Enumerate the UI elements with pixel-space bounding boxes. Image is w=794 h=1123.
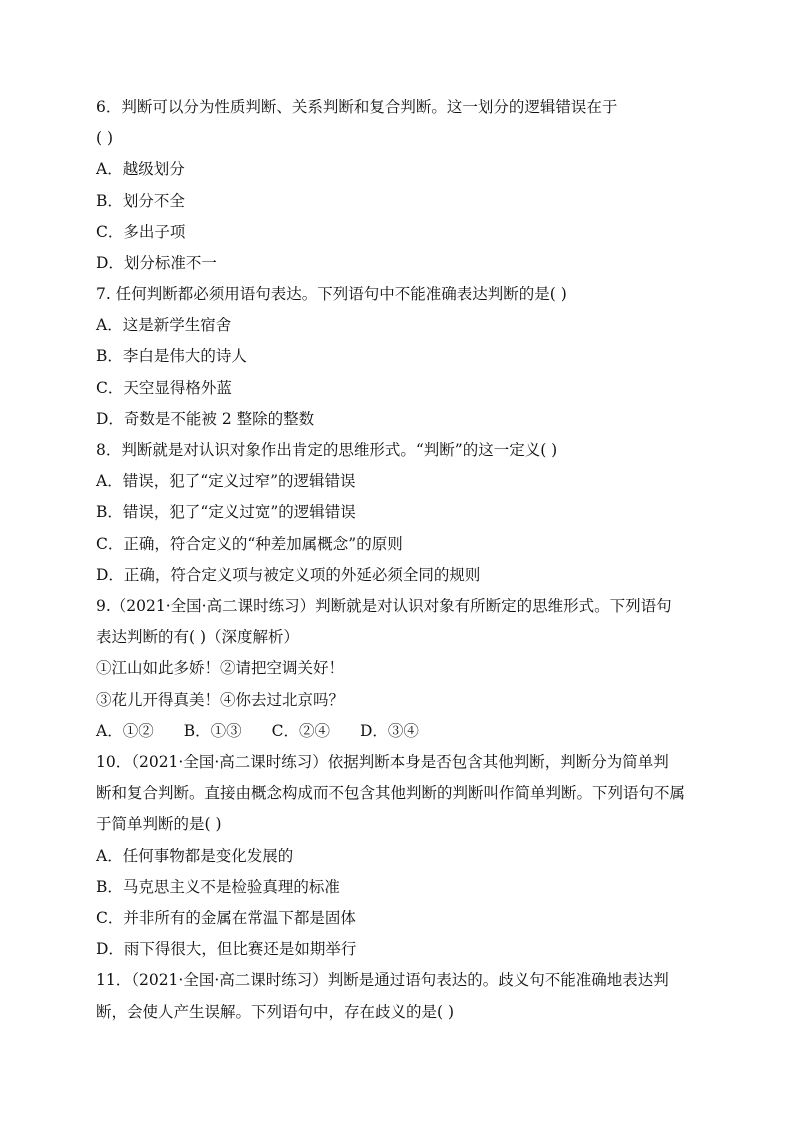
question-7-option-a: A．这是新学生宿舍	[96, 316, 232, 334]
question-9-option-a: A．①②	[96, 722, 154, 740]
question-7-option-c: C．天空显得格外蓝	[96, 379, 232, 397]
question-10-stem-line-3: 于简单判断的是( )	[96, 815, 222, 833]
question-9-stem-line-1: 9.（2021·全国·高二课时练习）判断就是对认识对象有所断定的思维形式。下列语句	[96, 597, 672, 615]
question-8-stem: 8．判断就是对认识对象作出肯定的思维形式。“判断”的这一定义( )	[96, 441, 558, 459]
question-7-option-d: D．奇数是不能被 2 整除的整数	[96, 410, 315, 428]
question-9-option-b: B．①③	[183, 722, 242, 740]
question-6-stem-line-2: ( )	[96, 129, 114, 147]
question-8-option-d: D．正确，符合定义项与被定义项的外延必须全同的规则	[96, 566, 481, 584]
question-10-option-a: A．任何事物都是变化发展的	[96, 847, 294, 865]
question-10-option-b: B．马克思主义不是检验真理的标准	[96, 878, 340, 896]
question-11-stem-line-2: 断，会使人产生误解。下列语句中，存在歧义的是( )	[96, 1003, 455, 1021]
question-9-option-d: D．③④	[359, 722, 419, 740]
question-9-option-c: C．②④	[271, 722, 330, 740]
question-8-option-a: A．错误，犯了“定义过窄”的逻辑错误	[96, 472, 356, 490]
question-9-options-row	[96, 719, 704, 743]
question-11-stem-line-1: 11．（2021·全国·高二课时练习）判断是通过语句表达的。歧义句不能准确地表达判	[96, 971, 669, 989]
question-10-stem-line-2: 断和复合判断。直接由概念构成而不包含其他判断的判断叫作简单判断。下列语句不属	[96, 784, 686, 802]
question-9-stem-line-4: ③花儿开得真美！④你去过北京吗？	[96, 691, 345, 709]
question-10-stem-line-1: 10．（2021·全国·高二课时练习）依据判断本身是否包含其他判断，判断分为简单判	[96, 753, 669, 771]
question-8-option-c: C．正确，符合定义的“种差加属概念”的原则	[96, 535, 403, 553]
question-9-stem-line-3: ①江山如此多娇！②请把空调关好！	[96, 659, 345, 677]
question-6-stem-line-1: 6．判断可以分为性质判断、关系判断和复合判断。这一划分的逻辑错误在于	[96, 98, 618, 116]
question-9-stem-line-2: 表达判断的有( )（深度解析）	[96, 628, 300, 646]
question-7-stem: 7. 任何判断都必须用语句表达。下列语句中不能准确表达判断的是( )	[96, 285, 567, 303]
question-10-option-d: D．雨下得很大，但比赛还是如期举行	[96, 940, 357, 958]
question-7-option-b: B．李白是伟大的诗人	[96, 347, 247, 365]
question-6-option-b: B．划分不全	[96, 192, 185, 210]
question-6-option-d: D．划分标准不一	[96, 254, 217, 272]
question-10-option-c: C．并非所有的金属在常温下都是固体	[96, 909, 356, 927]
question-6-option-c: C．多出子项	[96, 223, 186, 241]
question-6-option-a: A．越级划分	[96, 160, 185, 178]
question-8-option-b: B．错误，犯了“定义过宽”的逻辑错误	[96, 503, 356, 521]
